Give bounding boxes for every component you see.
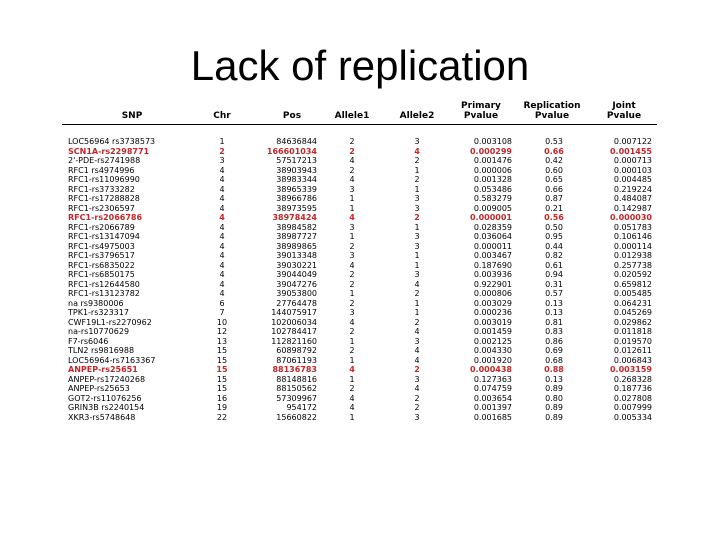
cell-primary-pvalue: 0.000806 — [473, 289, 512, 298]
cell-chr: 15 — [216, 374, 228, 384]
cell-primary-pvalue: 0.000006 — [473, 165, 512, 175]
cell-joint-pvalue: 0.029862 — [613, 317, 652, 327]
cell-joint-pvalue: 0.187736 — [613, 384, 652, 393]
cell-chr: 13 — [216, 336, 228, 346]
cell-joint-pvalue: 0.011818 — [613, 327, 652, 336]
cell-joint-pvalue: 0.003159 — [609, 365, 652, 374]
cell-chr: 19 — [216, 403, 228, 412]
cell-primary-pvalue: 0.000011 — [473, 241, 512, 251]
cell-replication-pvalue: 0.87 — [545, 194, 563, 203]
cell-primary-pvalue: 0.000001 — [469, 213, 512, 222]
cell-snp: RFC1-rs3733282 — [68, 184, 135, 194]
cell-chr: 15 — [216, 355, 228, 365]
cell-allele2: 3 — [414, 232, 420, 241]
cell-joint-pvalue: 0.257738 — [613, 260, 652, 270]
table-row — [62, 261, 657, 271]
cell-chr: 6 — [219, 298, 225, 308]
table-body — [62, 137, 657, 422]
cell-replication-pvalue: 0.95 — [545, 232, 563, 241]
cell-chr: 12 — [216, 327, 228, 336]
table-row — [62, 270, 657, 280]
cell-snp: RFC1-rs11096990 — [68, 175, 140, 184]
cell-allele1: 2 — [349, 241, 355, 251]
cell-primary-pvalue: 0.001397 — [473, 403, 512, 412]
cell-joint-pvalue: 0.019570 — [613, 336, 652, 346]
cell-allele2: 4 — [414, 346, 420, 355]
cell-allele2: 1 — [414, 308, 420, 317]
cell-chr: 4 — [219, 165, 225, 175]
cell-chr: 4 — [219, 213, 225, 222]
cell-allele1: 3 — [349, 184, 355, 194]
table-row — [62, 194, 657, 204]
cell-primary-pvalue: 0.003936 — [473, 270, 512, 279]
cell-replication-pvalue: 0.13 — [545, 308, 563, 317]
cell-replication-pvalue: 0.68 — [545, 355, 563, 365]
cell-allele1: 1 — [349, 203, 355, 213]
cell-pos: 166601034 — [266, 146, 317, 156]
table-row — [62, 346, 657, 356]
cell-allele2: 4 — [414, 355, 420, 365]
cell-pos: 39030221 — [276, 260, 317, 270]
cell-primary-pvalue: 0.000236 — [473, 308, 512, 317]
cell-chr: 15 — [216, 384, 228, 393]
table-row — [62, 185, 657, 195]
cell-joint-pvalue: 0.012938 — [613, 251, 652, 260]
table-row — [62, 213, 657, 223]
table-row — [62, 280, 657, 290]
cell-joint-pvalue: 0.005334 — [613, 412, 652, 422]
header-pos: Pos — [282, 111, 302, 121]
table-row — [62, 289, 657, 299]
cell-chr: 4 — [219, 251, 225, 260]
cell-allele2: 3 — [414, 137, 420, 146]
cell-allele1: 2 — [349, 270, 355, 279]
cell-chr: 1 — [219, 137, 225, 146]
cell-allele2: 2 — [414, 175, 420, 184]
cell-joint-pvalue: 0.000103 — [613, 165, 652, 175]
cell-allele2: 3 — [414, 194, 420, 203]
cell-snp: RFC1-rs6835022 — [68, 260, 135, 270]
cell-allele2: 4 — [414, 327, 420, 336]
cell-chr: 15 — [216, 346, 228, 355]
cell-snp: LOC56964 rs3738573 — [68, 137, 156, 146]
cell-chr: 4 — [219, 203, 225, 213]
cell-primary-pvalue: 0.001459 — [473, 327, 512, 336]
cell-snp: RFC1 rs4974996 — [68, 165, 135, 175]
cell-replication-pvalue: 0.60 — [545, 165, 563, 175]
cell-primary-pvalue: 0.187690 — [473, 260, 512, 270]
cell-chr: 4 — [219, 184, 225, 194]
cell-allele1: 1 — [349, 289, 355, 298]
cell-snp: CWF19L1-rs2270962 — [68, 317, 152, 327]
cell-pos: 38984582 — [276, 222, 317, 232]
cell-primary-pvalue: 0.036064 — [473, 232, 512, 241]
cell-allele2: 2 — [414, 403, 420, 412]
cell-snp: RFC1-rs13123782 — [68, 289, 140, 298]
cell-snp: RFC1-rs2066789 — [68, 222, 135, 232]
cell-replication-pvalue: 0.57 — [545, 289, 563, 298]
table-row — [62, 156, 657, 166]
cell-replication-pvalue: 0.80 — [545, 393, 563, 403]
header-chr: Chr — [213, 111, 231, 121]
cell-snp: RFC1-rs12644580 — [68, 279, 140, 289]
cell-allele2: 1 — [414, 260, 420, 270]
cell-chr: 3 — [219, 156, 225, 165]
cell-allele2: 2 — [414, 213, 420, 222]
cell-joint-pvalue: 0.064231 — [613, 298, 652, 308]
cell-replication-pvalue: 0.44 — [545, 241, 563, 251]
slide-title: Lack of replication — [190, 42, 530, 89]
cell-joint-pvalue: 0.000713 — [613, 156, 652, 165]
cell-replication-pvalue: 0.94 — [545, 270, 563, 279]
header-joint-pvalue: Joint Pvalue — [606, 101, 642, 121]
cell-pos: 38987727 — [276, 232, 317, 241]
cell-pos: 38973595 — [276, 203, 317, 213]
cell-allele1: 4 — [349, 260, 355, 270]
cell-replication-pvalue: 0.89 — [545, 403, 563, 412]
table-row — [62, 299, 657, 309]
cell-pos: 38966786 — [276, 194, 317, 203]
cell-allele1: 1 — [349, 194, 355, 203]
cell-pos: 38903943 — [276, 165, 317, 175]
cell-pos: 87061193 — [276, 355, 317, 365]
cell-allele1: 4 — [349, 213, 355, 222]
cell-pos: 27764478 — [276, 298, 317, 308]
cell-replication-pvalue: 0.21 — [545, 203, 563, 213]
cell-replication-pvalue: 0.86 — [545, 336, 563, 346]
cell-allele1: 2 — [349, 146, 355, 156]
cell-pos: 102006034 — [271, 317, 317, 327]
cell-allele1: 2 — [349, 298, 355, 308]
cell-allele1: 2 — [349, 165, 355, 175]
cell-chr: 4 — [219, 241, 225, 251]
cell-primary-pvalue: 0.001920 — [473, 355, 512, 365]
cell-allele2: 2 — [414, 156, 420, 165]
cell-chr: 7 — [219, 308, 225, 317]
header-snp: SNP — [121, 111, 143, 121]
cell-chr: 2 — [219, 146, 225, 156]
cell-replication-pvalue: 0.69 — [545, 346, 563, 355]
cell-chr: 4 — [219, 194, 225, 203]
table-row — [62, 318, 657, 328]
cell-replication-pvalue: 0.50 — [545, 222, 563, 232]
cell-pos: 60898792 — [276, 346, 317, 355]
cell-primary-pvalue: 0.001476 — [473, 156, 512, 165]
table-row — [62, 356, 657, 366]
cell-primary-pvalue: 0.003029 — [473, 298, 512, 308]
cell-allele1: 4 — [349, 156, 355, 165]
cell-chr: 4 — [219, 222, 225, 232]
cell-pos: 84636844 — [276, 137, 317, 146]
cell-primary-pvalue: 0.074759 — [473, 384, 512, 393]
results-table — [62, 96, 657, 422]
cell-allele1: 3 — [349, 308, 355, 317]
cell-primary-pvalue: 0.000438 — [469, 365, 512, 374]
cell-snp: RFC1-rs17288828 — [68, 194, 140, 203]
cell-pos: 39047276 — [276, 279, 317, 289]
table-row — [62, 337, 657, 347]
cell-replication-pvalue: 0.61 — [545, 260, 563, 270]
cell-allele2: 2 — [414, 393, 420, 403]
cell-chr: 22 — [216, 412, 228, 422]
cell-allele2: 2 — [414, 365, 420, 374]
table-row — [62, 166, 657, 176]
cell-allele1: 4 — [349, 175, 355, 184]
cell-snp: GOT2-rs11076256 — [68, 393, 142, 403]
cell-replication-pvalue: 0.56 — [544, 213, 564, 222]
cell-snp: ANPEP-rs17240268 — [68, 374, 146, 384]
cell-allele2: 1 — [414, 298, 420, 308]
cell-snp: RFC1-rs4975003 — [68, 241, 135, 251]
cell-replication-pvalue: 0.89 — [545, 412, 563, 422]
cell-allele2: 2 — [414, 317, 420, 327]
cell-allele2: 3 — [414, 412, 420, 422]
cell-replication-pvalue: 0.82 — [545, 251, 563, 260]
cell-allele2: 3 — [414, 336, 420, 346]
cell-allele1: 4 — [349, 317, 355, 327]
cell-primary-pvalue: 0.000299 — [469, 146, 512, 156]
cell-snp: TPK1-rs323317 — [68, 308, 129, 317]
cell-chr: 4 — [219, 289, 225, 298]
cell-allele1: 1 — [349, 336, 355, 346]
cell-primary-pvalue: 0.001328 — [473, 175, 512, 184]
cell-allele2: 4 — [414, 384, 420, 393]
cell-pos: 88148816 — [276, 374, 317, 384]
cell-replication-pvalue: 0.66 — [545, 184, 563, 194]
cell-primary-pvalue: 0.583279 — [473, 194, 512, 203]
header-allele2: Allele2 — [399, 111, 435, 121]
cell-primary-pvalue: 0.127363 — [473, 374, 512, 384]
cell-replication-pvalue: 0.31 — [545, 279, 563, 289]
cell-allele1: 4 — [349, 403, 355, 412]
cell-pos: 57517213 — [276, 156, 317, 165]
cell-allele2: 3 — [414, 270, 420, 279]
cell-chr: 4 — [219, 260, 225, 270]
table-row — [62, 394, 657, 404]
cell-allele1: 4 — [349, 393, 355, 403]
cell-allele1: 1 — [349, 232, 355, 241]
cell-joint-pvalue: 0.005485 — [613, 289, 652, 298]
cell-allele2: 1 — [414, 184, 420, 194]
cell-primary-pvalue: 0.001685 — [473, 412, 512, 422]
table-row — [62, 204, 657, 214]
header-allele1: Allele1 — [334, 111, 370, 121]
cell-allele1: 4 — [349, 365, 355, 374]
header-primary-pvalue: Primary Pvalue — [461, 101, 501, 121]
table-row — [62, 375, 657, 385]
cell-allele2: 1 — [414, 222, 420, 232]
cell-pos: 38978424 — [272, 213, 317, 222]
table-row — [62, 403, 657, 413]
cell-snp: 2'-PDE-rs2741988 — [68, 156, 141, 165]
cell-pos: 88150562 — [276, 384, 317, 393]
table-row — [62, 137, 657, 147]
cell-snp: GRIN3B rs2240154 — [68, 403, 145, 412]
cell-pos: 39013348 — [276, 251, 317, 260]
cell-primary-pvalue: 0.053486 — [473, 184, 512, 194]
cell-snp: na-rs10770629 — [68, 327, 130, 336]
cell-replication-pvalue: 0.89 — [545, 384, 563, 393]
cell-joint-pvalue: 0.142987 — [613, 203, 652, 213]
cell-allele2: 1 — [414, 165, 420, 175]
cell-allele2: 4 — [414, 279, 420, 289]
cell-joint-pvalue: 0.484087 — [613, 194, 652, 203]
cell-pos: 38965339 — [276, 184, 317, 194]
cell-replication-pvalue: 0.13 — [545, 374, 563, 384]
cell-joint-pvalue: 0.000030 — [609, 213, 652, 222]
cell-allele1: 2 — [349, 384, 355, 393]
cell-primary-pvalue: 0.003019 — [473, 317, 512, 327]
table-header — [62, 96, 657, 125]
cell-joint-pvalue: 0.219224 — [613, 184, 652, 194]
cell-joint-pvalue: 0.659812 — [613, 279, 652, 289]
cell-allele2: 3 — [414, 241, 420, 251]
cell-chr: 4 — [219, 175, 225, 184]
cell-primary-pvalue: 0.004330 — [473, 346, 512, 355]
cell-chr: 15 — [216, 365, 228, 374]
cell-allele1: 2 — [349, 346, 355, 355]
cell-joint-pvalue: 0.006843 — [613, 355, 652, 365]
cell-joint-pvalue: 0.007999 — [613, 403, 652, 412]
cell-snp: SCN1A-rs2298771 — [68, 146, 150, 156]
cell-joint-pvalue: 0.007122 — [613, 137, 652, 146]
cell-allele1: 2 — [349, 327, 355, 336]
cell-snp: ANPEP-rs25653 — [68, 384, 130, 393]
cell-primary-pvalue: 0.003467 — [473, 251, 512, 260]
cell-allele2: 1 — [414, 251, 420, 260]
cell-allele1: 1 — [349, 355, 355, 365]
cell-primary-pvalue: 0.003654 — [473, 393, 512, 403]
cell-joint-pvalue: 0.051783 — [613, 222, 652, 232]
cell-primary-pvalue: 0.009005 — [473, 203, 512, 213]
cell-replication-pvalue: 0.88 — [544, 365, 564, 374]
cell-pos: 57309967 — [276, 393, 317, 403]
cell-pos: 144075917 — [271, 308, 317, 317]
cell-pos: 954172 — [286, 403, 317, 412]
cell-joint-pvalue: 0.004485 — [613, 175, 652, 184]
cell-pos: 15660822 — [276, 412, 317, 422]
table-row — [62, 365, 657, 375]
cell-pos: 38983344 — [276, 175, 317, 184]
cell-joint-pvalue: 0.045269 — [613, 308, 652, 317]
cell-pos: 39053800 — [276, 289, 317, 298]
cell-snp: na rs9380006 — [68, 298, 124, 308]
cell-chr: 4 — [219, 232, 225, 241]
cell-allele1: 2 — [349, 137, 355, 146]
cell-pos: 112821160 — [271, 336, 317, 346]
cell-allele1: 2 — [349, 279, 355, 289]
cell-primary-pvalue: 0.003108 — [473, 137, 512, 146]
cell-joint-pvalue: 0.020592 — [613, 270, 652, 279]
cell-chr: 16 — [216, 393, 228, 403]
cell-replication-pvalue: 0.83 — [545, 327, 563, 336]
cell-pos: 39044049 — [276, 270, 317, 279]
table-row — [62, 413, 657, 423]
cell-replication-pvalue: 0.42 — [545, 156, 563, 165]
cell-joint-pvalue: 0.268328 — [613, 374, 652, 384]
cell-allele1: 3 — [349, 251, 355, 260]
cell-snp: XKR3-rs5748648 — [68, 412, 136, 422]
cell-allele1: 1 — [349, 374, 355, 384]
table-row — [62, 147, 657, 157]
cell-pos: 102784417 — [271, 327, 317, 336]
cell-primary-pvalue: 0.002125 — [473, 336, 512, 346]
cell-allele2: 3 — [414, 374, 420, 384]
cell-snp: RFC1-rs2066786 — [68, 213, 143, 222]
cell-allele2: 3 — [414, 203, 420, 213]
cell-snp: RFC1-rs2306597 — [68, 203, 135, 213]
cell-snp: RFC1-rs3796517 — [68, 251, 135, 260]
cell-replication-pvalue: 0.13 — [545, 298, 563, 308]
cell-replication-pvalue: 0.65 — [545, 175, 563, 184]
table-row — [62, 242, 657, 252]
table-row — [62, 384, 657, 394]
cell-allele1: 1 — [349, 412, 355, 422]
cell-chr: 4 — [219, 279, 225, 289]
cell-joint-pvalue: 0.012611 — [613, 346, 652, 355]
table-row — [62, 327, 657, 337]
cell-pos: 88136783 — [272, 365, 317, 374]
cell-pos: 38989865 — [276, 241, 317, 251]
cell-allele1: 3 — [349, 222, 355, 232]
cell-replication-pvalue: 0.66 — [544, 146, 564, 156]
header-replication-pvalue: Replication Pvalue — [523, 101, 581, 121]
table-row — [62, 308, 657, 318]
cell-snp: RFC1-rs13147094 — [68, 232, 140, 241]
cell-allele2: 4 — [414, 146, 420, 156]
cell-joint-pvalue: 0.027808 — [613, 393, 652, 403]
cell-snp: TLN2 rs9816988 — [68, 346, 135, 355]
table-row — [62, 175, 657, 185]
cell-primary-pvalue: 0.922901 — [473, 279, 512, 289]
cell-replication-pvalue: 0.53 — [545, 137, 563, 146]
cell-snp: ANPEP-rs25651 — [68, 365, 138, 374]
cell-primary-pvalue: 0.028359 — [473, 222, 512, 232]
cell-replication-pvalue: 0.81 — [545, 317, 563, 327]
cell-chr: 10 — [216, 317, 228, 327]
cell-chr: 4 — [219, 270, 225, 279]
cell-joint-pvalue: 0.001455 — [609, 146, 652, 156]
cell-snp: F7-rs6046 — [68, 336, 109, 346]
table-row — [62, 251, 657, 261]
cell-joint-pvalue: 0.000114 — [613, 241, 652, 251]
cell-allele2: 2 — [414, 289, 420, 298]
table-row — [62, 232, 657, 242]
cell-joint-pvalue: 0.106146 — [613, 232, 652, 241]
table-row — [62, 223, 657, 233]
cell-snp: LOC56964-rs7163367 — [68, 355, 156, 365]
cell-snp: RFC1-rs6850175 — [68, 270, 135, 279]
